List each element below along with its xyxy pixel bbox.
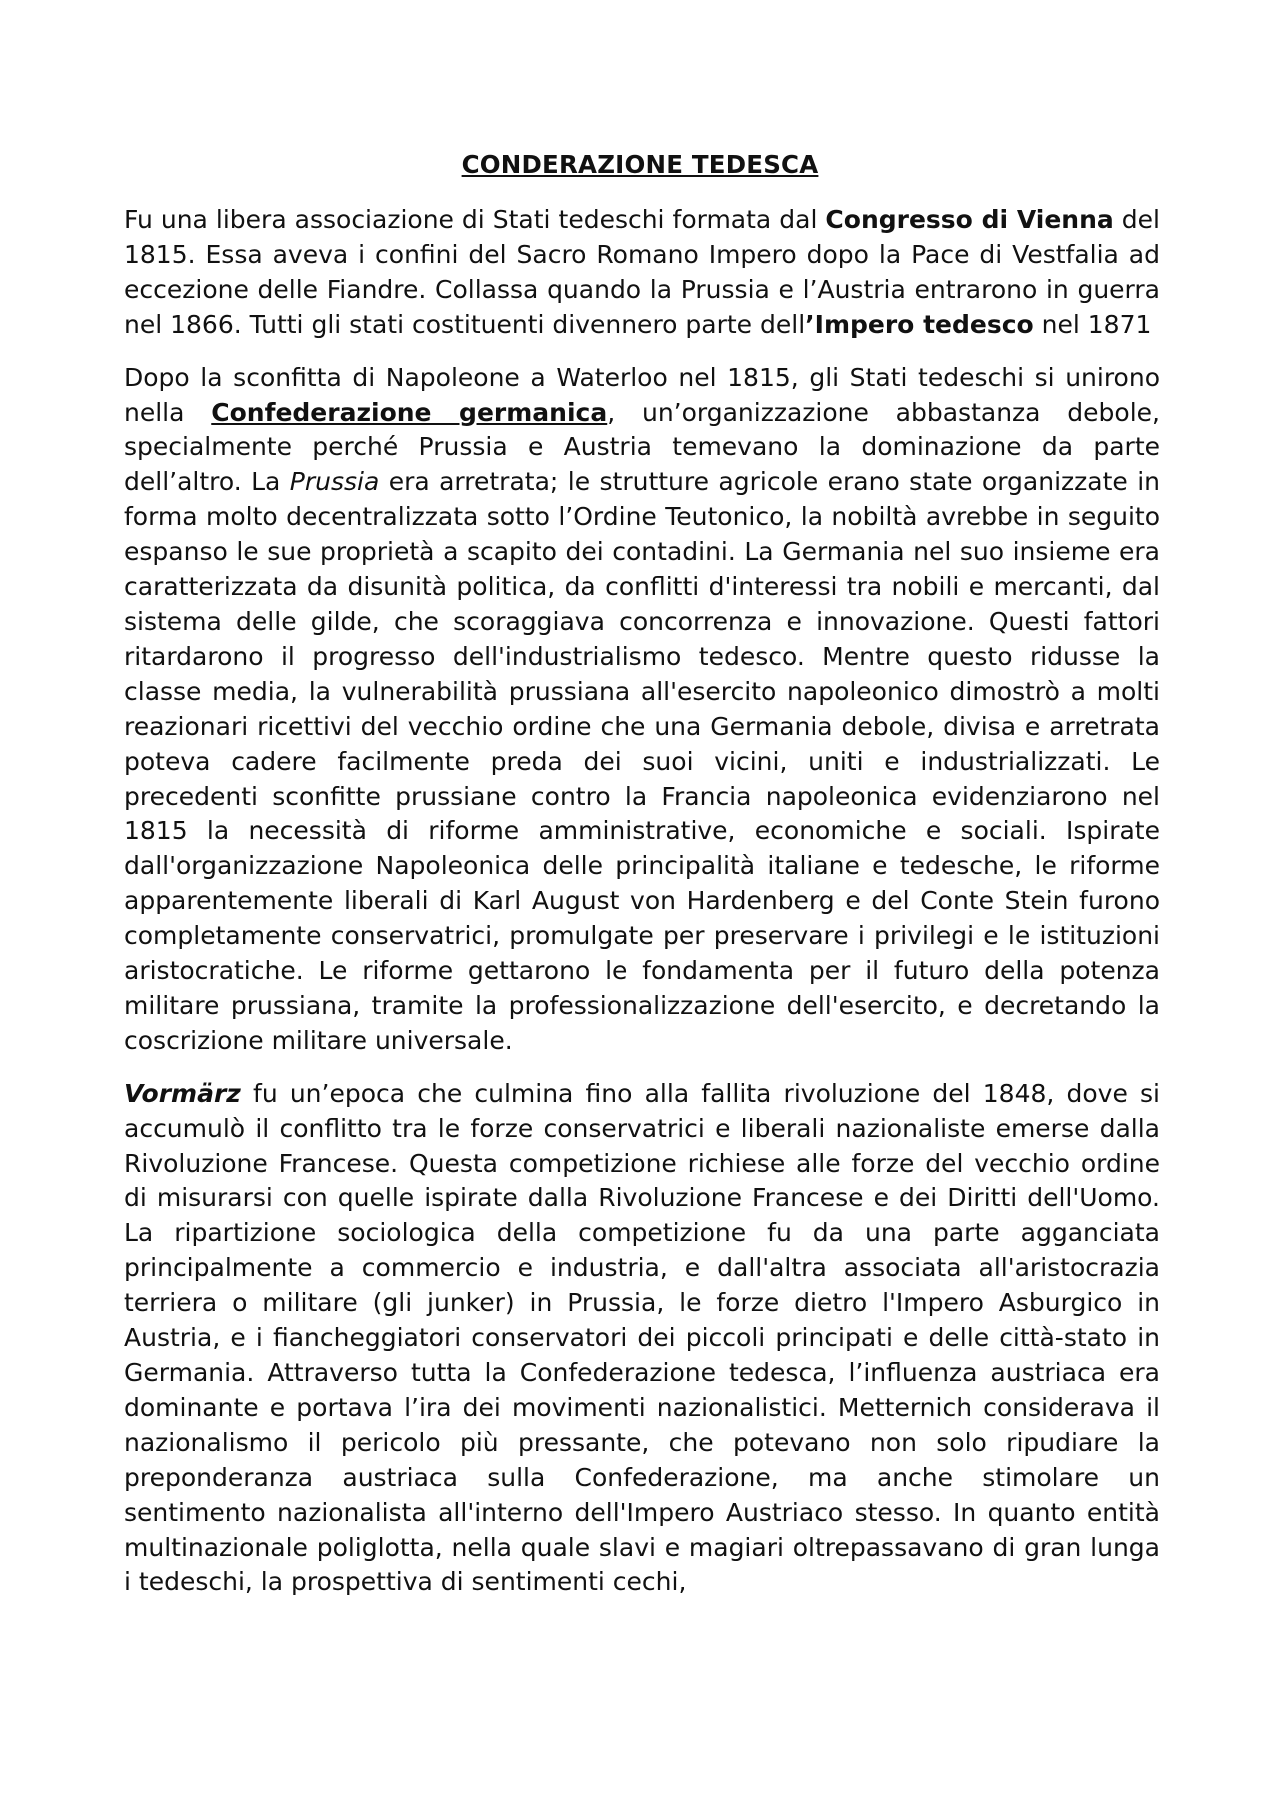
paragraph-2	[124, 361, 1160, 1059]
vormarz-bold-italic: Vormärz	[124, 1078, 241, 1108]
paragraph-2-text-2: , un’organizzazione abbastanza debole, specialmente perché Prussia e Austria temevano la dominazione da parte dell’altro. La	[124, 397, 1160, 497]
prussia-italic: Prussia	[289, 467, 380, 497]
paragraph-1	[124, 203, 1160, 343]
document-body	[124, 203, 1160, 1600]
document-title: CONDERAZIONE TEDESCA	[461, 150, 819, 179]
confederazione-germanica-link: Confederazione germanica	[211, 397, 608, 427]
paragraph-2-text-1: Dopo la sconfitta di Napoleone a Waterloo nel 1815, gli Stati tedeschi si unirono nella	[124, 362, 1160, 427]
paragraph-1-text-2: del 1815. Essa aveva i confini del Sacro Romano Impero dopo la Pace di Vestfalia ad eccezione delle Fiandre. Collassa quando la Prussia e l’Austria entrarono in guerra nel 1866. Tutti gli stati costituenti divennero parte dell	[124, 205, 1160, 339]
paragraph-1-text-3: nel 1871	[1033, 309, 1152, 339]
paragraph-2-text-3: era arretrata; le strutture agricole erano state organizzate in forma molto decentralizzata sotto l’Ordine Teutonico, la nobiltà avrebbe in seguito espanso le sue proprietà a scapito dei contadini. La Germania nel suo insieme era caratterizzata da disunità politica, da conflitti d'interessi tra nobili e mercanti, dal sistema delle gilde, che scoraggiava concorrenza e innovazione. Questi fattori ritardarono il progresso dell'industrialismo tedesco. Mentre questo ridusse la classe media, la vulnerabilità prussiana all'esercito napoleonico dimostrò a molti reazionari ricettivi del vecchio ordine che una Germania debole, divisa e arretrata poteva cadere facilmente preda dei suoi vicini, uniti e industrializzati. Le precedenti sconfitte prussiane contro la Francia napoleonica evidenziarono nel 1815 la necessità di riforme amministrative, economiche e sociali. Ispirate dall'organizzazione Napoleonica delle principalità italiane e tedesche, le riforme apparentemente liberali di Karl August von Hardenberg e del Conte Stein furono completamente conservatrici, promulgate per preservare i privilegi e le istituzioni aristocratiche. Le riforme gettarono le fondamenta per il futuro della potenza militare prussiana, tramite la professionalizzazione dell'esercito, e decretando la coscrizione militare universale.	[124, 467, 1160, 1055]
paragraph-1-text-1: Fu una libera associazione di Stati tedeschi formata dal	[124, 205, 826, 234]
paragraph-3	[124, 1077, 1160, 1601]
congresso-di-vienna-bold: Congresso di Vienna	[825, 205, 1114, 234]
impero-tedesco-bold: ’Impero tedesco	[805, 309, 1034, 339]
paragraph-3-text-1: fu un’epoca che culmina fino alla fallita rivoluzione del 1848, dove si accumulò il conflitto tra le forze conservatrici e liberali nazionaliste emerse dalla Rivoluzione Francese. Questa competizione richiese alle forze del vecchio ordine di misurarsi con quelle ispirate dalla Rivoluzione Francese e dei Diritti dell'Uomo. La ripartizione sociologica della competizione fu da una parte agganciata principalmente a commercio e industria, e dall'altra associata all'aristocrazia terriera o militare (gli junker) in Prussia, le forze dietro l'Impero Asburgico in Austria, e i fiancheggiatori conservatori dei piccoli principati e delle città-stato in Germania. Attraverso tutta la Confederazione tedesca, l’influenza austriaca era dominante e portava l’ira dei movimenti nazionalistici. Metternich considerava il nazionalismo il pericolo più pressante, che potevano non solo ripudiare la preponderanza austriaca sulla Confederazione, ma anche stimolare un sentimento nazionalista all'interno dell'Impero Austriaco stesso. In quanto entità multinazionale poliglotta, nella quale slavi e magiari oltrepassavano di gran lunga i tedeschi, la prospettiva di sentimenti cechi,	[124, 1078, 1160, 1597]
